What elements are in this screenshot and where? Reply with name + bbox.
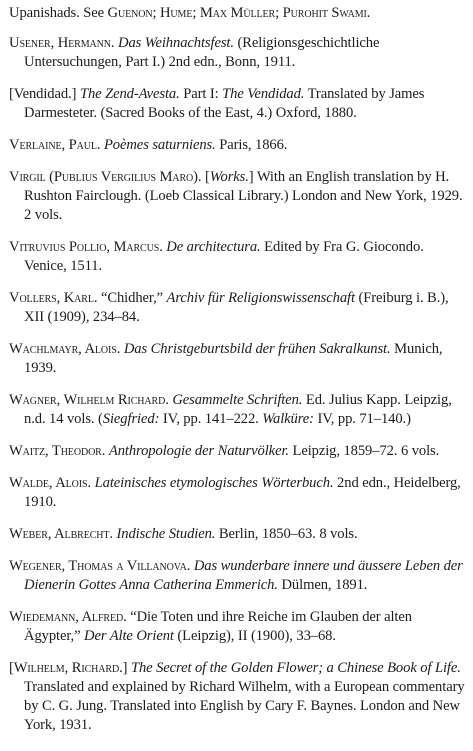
- author-name: Virgil (Publius Vergilius Maro): [9, 169, 198, 185]
- entry-text: .: [366, 5, 371, 21]
- author-name: Guenon: [107, 5, 153, 21]
- bib-entry-waitz: [9, 442, 469, 461]
- entry-text: (Freiburg i. B.), XII (1909), 234–84.: [24, 290, 449, 325]
- bib-entry-vendidad: [9, 85, 469, 123]
- entry-text: Munich, 1939.: [24, 341, 443, 376]
- entry-text: .: [109, 526, 117, 542]
- entry-text: .: [165, 392, 173, 408]
- author-name: Wiedemann, Alfred: [9, 609, 124, 625]
- entry-text: . [: [197, 169, 210, 185]
- bib-entry-verlaine: [9, 136, 469, 155]
- work-title: Das Christgeburtsbild der frühen Sakralkunst.: [123, 341, 391, 357]
- work-title: The Secret of the Golden Flower; a Chinese Book of Life.: [130, 660, 461, 676]
- work-title: Archiv für Religionswissenschaft: [166, 290, 355, 306]
- entry-text: Translated by James Darmesteter. (Sacred Books of the East, 4.) Oxford, 1880.: [24, 86, 425, 121]
- author-name: Weber, Albrecht: [9, 526, 110, 542]
- work-title: Anthropologie der Naturvölker.: [108, 443, 289, 459]
- bib-entry-upanishads: [9, 4, 469, 23]
- work-title: Das Weihnachtsfest.: [118, 35, 234, 51]
- entry-text: .: [116, 341, 124, 357]
- entry-text: .: [96, 137, 104, 153]
- author-name: Wachlmayr, Alois: [9, 341, 117, 357]
- bib-entry-vitruvius: [9, 238, 469, 276]
- entry-text: 2nd edn., Heidelberg, 1910.: [24, 475, 461, 510]
- entry-text: ;: [275, 5, 283, 21]
- entry-text: IV, pp. 71–140.): [313, 411, 411, 427]
- bib-entry-wiedemann: [9, 608, 469, 646]
- work-title: Walküre:: [262, 411, 314, 427]
- entry-text: Part I:: [179, 86, 223, 102]
- entry-text: IV, pp. 141–222.: [159, 411, 263, 427]
- entry-text: Translated and explained by Richard Wilhelm, with a European commentary by C. G. Jung. Translated into English by Cary F. Baynes. London and New York, 1931.: [24, 679, 465, 733]
- author-name: Wegener, Thomas a Villanova: [9, 558, 187, 574]
- entry-text: [Vendidad.]: [9, 86, 80, 102]
- work-title: Siegfried:: [102, 411, 160, 427]
- entry-text: Edited by Fra G. Giocondo. Venice, 1511.: [24, 239, 424, 274]
- work-title: Lateinisches etymologisches Wörterbuch.: [94, 475, 334, 491]
- entry-text: (Leipzig), II (1900), 33–68.: [173, 628, 336, 644]
- work-title: Gesammelte Schriften.: [172, 392, 303, 408]
- bib-entry-wagner: [9, 391, 469, 429]
- entry-text: .: [87, 475, 95, 491]
- entry-text: Paris, 1866.: [215, 137, 288, 153]
- bib-entry-wachlmayr: [9, 340, 469, 378]
- work-title: Works.: [209, 169, 249, 185]
- entry-text: . “Die Toten und ihre Reiche im Glauben der alten Ägypter,”: [24, 609, 412, 644]
- author-name: Max Müller: [199, 5, 276, 21]
- entry-text: . “Chidher,”: [93, 290, 167, 306]
- bibliography-page: [9, 4, 469, 748]
- author-name: Wagner, Wilhelm Richard: [9, 392, 166, 408]
- author-name: Vollers, Karl: [9, 290, 94, 306]
- entry-text: Ed. Julius Kapp. Leipzig, n.d. 14 vols. (: [24, 392, 452, 427]
- author-name: Hume: [159, 5, 193, 21]
- work-title: The Vendidad.: [222, 86, 305, 102]
- entry-text: ;: [192, 5, 200, 21]
- author-name: Waitz, Theodor: [9, 443, 102, 459]
- work-title: De architectura.: [166, 239, 261, 255]
- entry-text: .: [159, 239, 167, 255]
- entry-text: .: [101, 443, 109, 459]
- author-name: [Wilhelm, Richard.]: [9, 660, 131, 676]
- entry-text: Upanishads. See: [9, 5, 108, 21]
- author-name: Vitruvius Pollio, Marcus: [9, 239, 160, 255]
- entry-text: Dülmen, 1891.: [277, 577, 368, 593]
- entry-text: ;: [152, 5, 160, 21]
- entry-text: .: [186, 558, 194, 574]
- entry-text: (Religionsgeschichtliche Untersuchungen, Part I.) 2nd edn., Bonn, 1911.: [24, 35, 380, 70]
- entry-text: .: [110, 35, 118, 51]
- entry-text: ] With an English translation by H. Rushton Fairclough. (Loeb Classical Library.) London and New York, 1929. 2 vols.: [24, 169, 463, 223]
- work-title: Der Alte Orient: [84, 628, 174, 644]
- bib-entry-wilhelm: [9, 659, 469, 735]
- author-name: Verlaine, Paul: [9, 137, 97, 153]
- bib-entry-virgil: [9, 168, 469, 225]
- entry-text: Leipzig, 1859–72. 6 vols.: [288, 443, 440, 459]
- bib-entry-walde: [9, 474, 469, 512]
- bib-entry-wegener: [9, 557, 469, 595]
- bib-entry-vollers: [9, 289, 469, 327]
- author-name: Walde, Alois: [9, 475, 88, 491]
- author-name: Purohit Swami: [282, 5, 367, 21]
- work-title: Indische Studien.: [116, 526, 216, 542]
- bib-entry-weber: [9, 525, 469, 544]
- author-name: Usener, Hermann: [9, 35, 111, 51]
- work-title: The Zend-Avesta.: [79, 86, 180, 102]
- work-title: Das wunderbare innere und äussere Leben der Dienerin Gottes Anna Catherina Emmerich.: [24, 558, 463, 593]
- bib-entry-usener: [9, 34, 469, 72]
- work-title: Poèmes saturniens.: [103, 137, 216, 153]
- entry-text: Berlin, 1850–63. 8 vols.: [215, 526, 358, 542]
